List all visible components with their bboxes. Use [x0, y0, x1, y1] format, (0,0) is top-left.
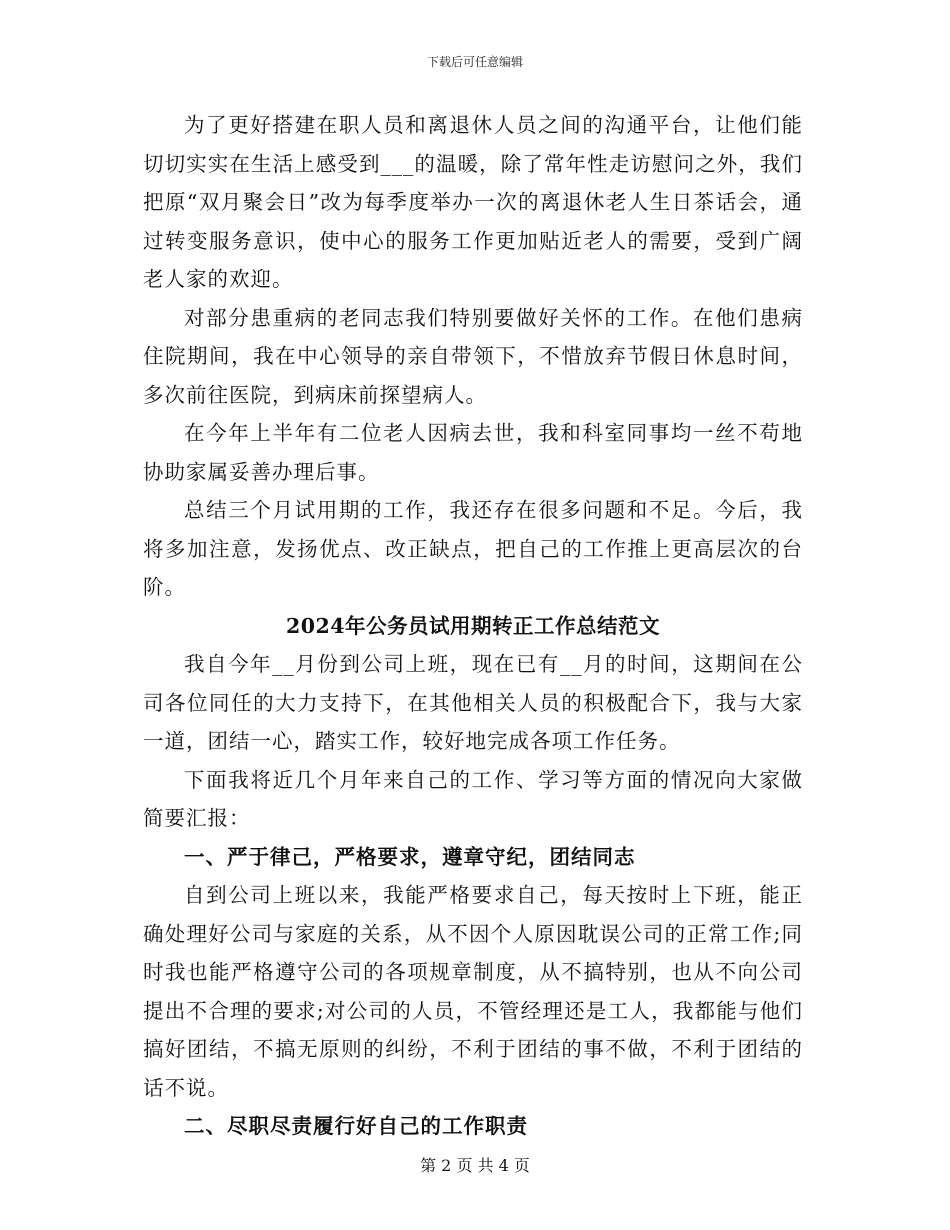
- paragraph: 对部分患重病的老同志我们特别要做好关怀的工作。在他们患病住院期间，我在中心领导的亲自带领下，不惜放弃节假日休息时间，多次前往医院，到病床前探望病人。: [143, 305, 803, 407]
- paragraph: 自到公司上班以来，我能严格要求自己，每天按时上下班，能正确处理好公司与家庭的关系，从不因个人原因耽误公司的正常工作;同时我也能严格遵守公司的各项规章制度，从不搞特别，也从不向公司提出不合理的要求;对公司的人员，不管经理还是工人，我都能与他们搞好团结，不搞无原则的纠纷，不利于团结的事不做，不利于团结的话不说。: [143, 883, 803, 1100]
- section-heading-2: 二、尽职尽责履行好自己的工作职责: [184, 1114, 528, 1138]
- paragraph: 为了更好搭建在职人员和离退休人员之间的沟通平台，让他们能切切实实在生活上感受到___的温暖，除了常年性走访慰问之外，我们把原“双月聚会日”改为每季度举办一次的离退休老人生日茶话会，通过转变服务意识，使中心的服务工作更加贴近老人的需要，受到广阔老人家的欢迎。: [143, 113, 803, 291]
- paragraph: 总结三个月试用期的工作，我还存在很多问题和不足。今后，我将多加注意，发扬优点、改正缺点，把自己的工作推上更高层次的台阶。: [143, 498, 803, 599]
- paragraph: 在今年上半年有二位老人因病去世，我和科室同事均一丝不苟地协助家属妥善办理后事。: [143, 421, 803, 484]
- document-body: [143, 106, 803, 1146]
- section-heading-1: 一、严于律己，严格要求，遵章守纪，团结同志: [184, 844, 636, 869]
- paragraph: 下面我将近几个月年来自己的工作、学习等方面的情况向大家做简要汇报：: [143, 767, 803, 830]
- page-header: 下载后可任意编辑: [426, 55, 523, 69]
- paragraph: 我自今年__月份到公司上班，现在已有__月的时间，这期间在公司各位同任的大力支持下，在其他相关人员的积极配合下，我与大家一道，团结一心，踏实工作，较好地完成各项工作任务。: [143, 652, 803, 753]
- document-title: 2024年公务员试用期转正工作总结范文: [285, 613, 661, 638]
- page-footer: 第 2 页 共 4 页: [420, 1156, 530, 1175]
